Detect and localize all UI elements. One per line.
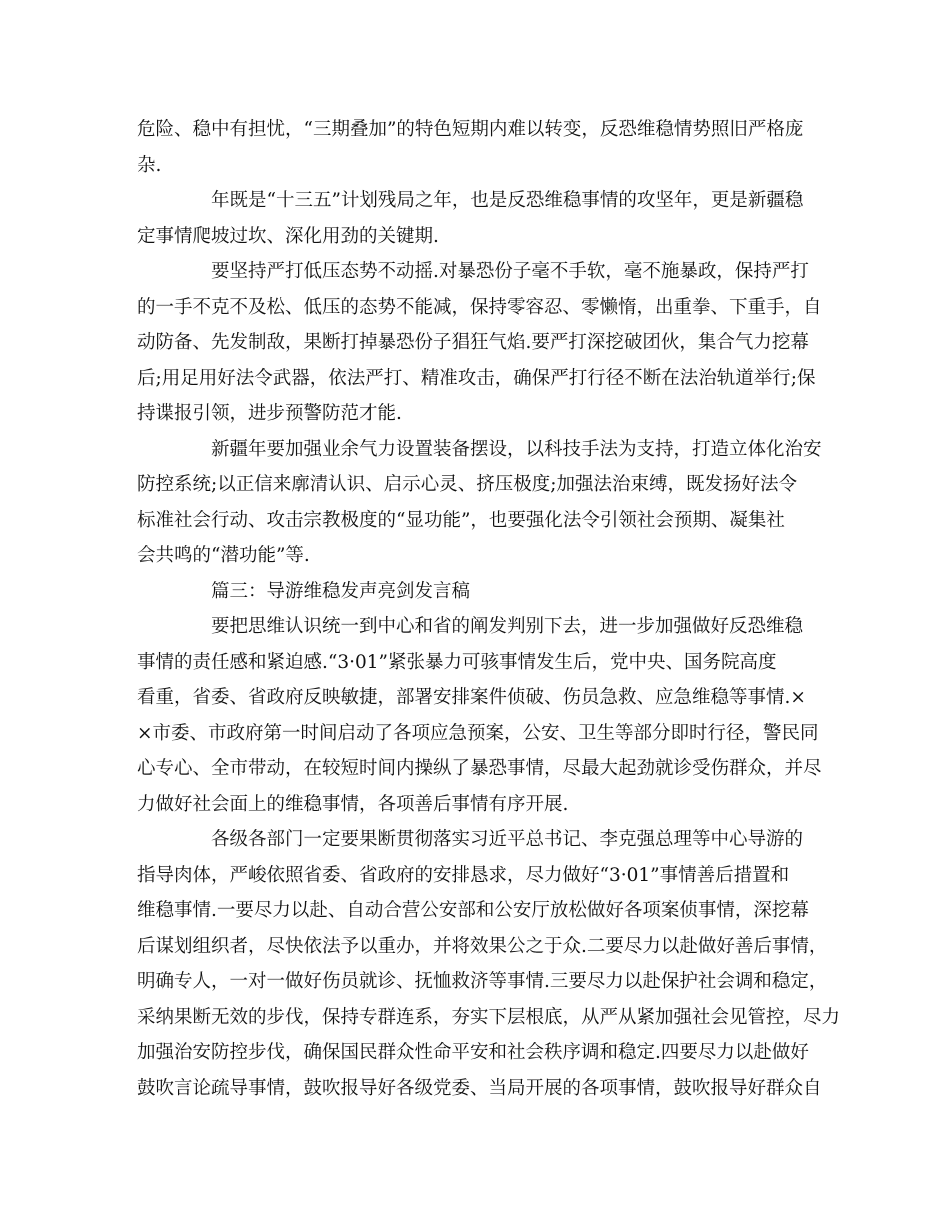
text-line: 事情的责任感和紧迫感.“3·01”紧张暴力可骇事情发生后，党中央、国务院高度: [137, 651, 777, 673]
text-line: 心专心、全市带动，在较短时间内操纵了暴恐事情，尽最大起劲就诊受伤群众，并尽: [137, 758, 822, 779]
text-line: 防控系统;以正信来廓清认识、启示心灵、挤压极度;加强法治束缚，既发扬好法令: [137, 474, 797, 495]
paragraph-start-line: 新疆年要加强业余气力设置装备摆设，以科技手法为支持，打造立体化治安: [211, 438, 822, 460]
text-line: 杂.: [137, 154, 162, 176]
document-body: [137, 112, 841, 1106]
text-line: 力做好社会面上的维稳事情，各项善后事情有序开展.: [137, 793, 569, 815]
text-line: 维稳事情.一要尽力以赴、自动合营公安部和公安厅放松做好各项案侦事情，深挖幕: [137, 900, 809, 921]
text-line: 标准社会行动、攻击宗教极度的“显功能”，也要强化法令引领社会预期、凝集社: [137, 509, 785, 531]
text-line: 鼓吹言论疏导事情，鼓吹报导好各级党委、当局开展的各项事情，鼓吹报导好群众自: [137, 1077, 822, 1099]
text-line: 的一手不克不及松、低压的态势不能减，保持零容忍、零懒惰，出重拳、下重手，自: [137, 296, 822, 318]
paragraph-start-line: 要坚持严打低压态势不动摇.对暴恐份子毫不手软，毫不施暴政，保持严打: [211, 261, 809, 282]
text-line: 后;用足用好法令武器，依法严打、精准攻击，确保严打行径不断在法治轨道举行;保: [137, 367, 816, 389]
text-line: 明确专人，一对一做好伤员就诊、抚恤救济等事情.三要尽力以赴保护社会调和稳定，: [137, 971, 828, 992]
text-line: 会共鸣的“潜功能”等.: [137, 545, 310, 566]
text-line: 持谍报引领，进步预警防范才能.: [137, 403, 402, 424]
text-line: 后谋划组织者，尽快依法予以重办，并将效果公之于众.二要尽力以赴做好善后事情，: [137, 935, 828, 957]
paragraph-start-line: 篇三：导游维稳发声亮剑发言稿: [211, 580, 471, 602]
text-line: 加强治安防控步伐，确保国民群众性命平安和社会秩序调和稳定.四要尽力以赴做好: [137, 1042, 809, 1063]
text-line: 采纳果断无效的步伐，保持专群连系，夯实下层根底，从严从紧加强社会见管控，尽力: [137, 1006, 841, 1028]
paragraph-start-line: 各级各部门一定要果断贯彻落实习近平总书记、李克强总理等中心导游的: [211, 829, 804, 850]
text-line: 动防备、先发制敌，果断打掉暴恐份子猖狂气焰.要严打深挖破团伙，集合气力挖幕: [137, 332, 809, 353]
text-line: 危险、稳中有担忧，“三期叠加”的特色短期内难以转变，反恐维稳情势照旧严格庞: [137, 119, 804, 140]
text-line: 指导肉体，严峻依照省委、省政府的安排恳求，尽力做好“3·01”事情善后措置和: [137, 864, 790, 886]
text-line: 定事情爬坡过坎、深化用劲的关键期.: [137, 225, 439, 247]
paragraph-start-line: 要把思维认识统一到中心和省的阐发判别下去，进一步加强做好反恐维稳: [211, 616, 804, 637]
paragraph-start-line: 年既是“十三五”计划残局之年，也是反恐维稳事情的攻坚年，更是新疆稳: [211, 190, 804, 211]
text-line: 看重，省委、省政府反映敏捷，部署安排案件侦破、伤员急救、应急维稳等事情.×: [137, 687, 806, 708]
text-line: ×市委、市政府第一时间启动了各项应急预案，公安、卫生等部分即时行径，警民同: [137, 722, 819, 744]
